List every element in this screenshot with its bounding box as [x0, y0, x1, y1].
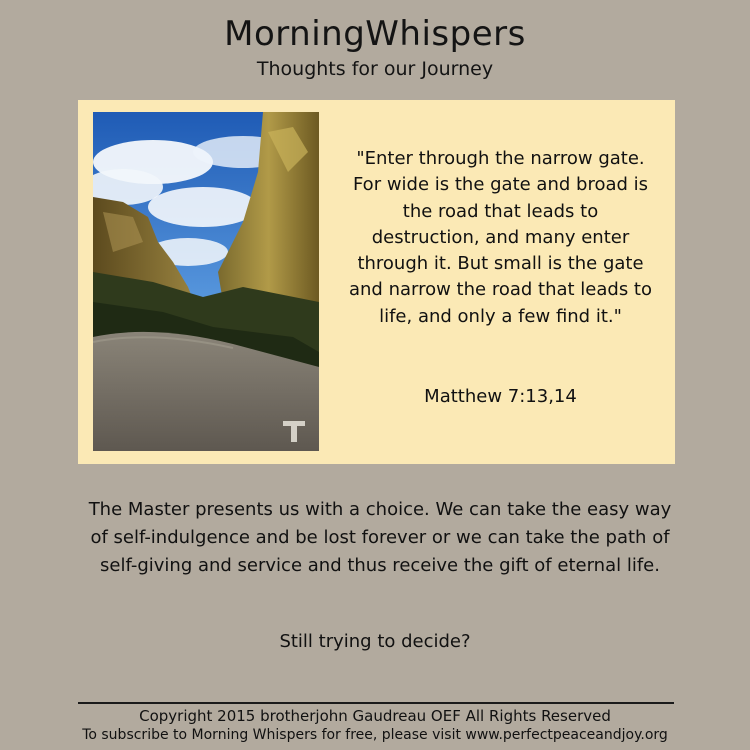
subscribe-notice: To subscribe to Morning Whispers for free, please visit www.perfectpeaceandjoy.org: [82, 727, 668, 743]
copyright-notice: Copyright 2015 brotherjohn Gaudreau OEF All Rights Reserved: [139, 707, 611, 725]
canyon-road-image: [93, 112, 319, 451]
footer-divider: [78, 702, 674, 704]
scripture-reference: Matthew 7:13,14: [424, 386, 577, 407]
closing-question: Still trying to decide?: [279, 631, 471, 652]
page-title: MorningWhispers: [224, 14, 526, 54]
canyon-road-photo: [93, 112, 319, 451]
reflection-text: The Master presents us with a choice. We can take the easy way of self-indulgence and be lost forever or we can take the path of self-giving and service and thus receive the gift of eternal life.: [88, 499, 672, 576]
page-subtitle: Thoughts for our Journey: [256, 58, 494, 80]
scripture-quote: "Enter through the narrow gate. For wide is the gate and broad is the road that leads to destruction, and many enter through it. But small is the gate and narrow the road that leads to life, and only a few find it.": [348, 148, 652, 327]
scripture-card: [78, 100, 675, 464]
